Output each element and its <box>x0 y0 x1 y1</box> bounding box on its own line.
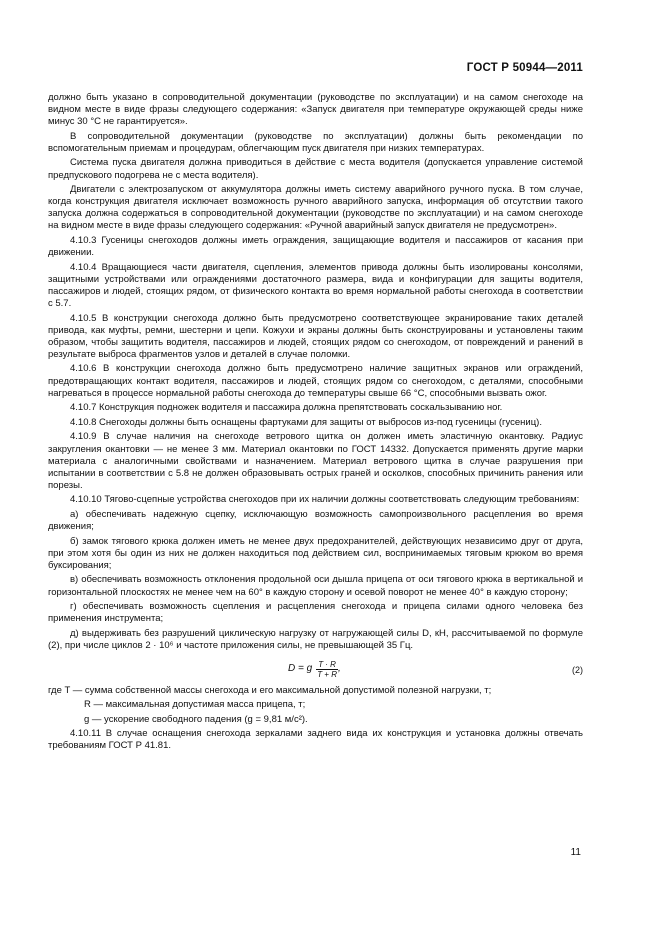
formula-fraction <box>316 660 338 679</box>
paragraph: В сопроводительной документации (руководстве по эксплуатации) должны быть рекомендации по вспомогательным приемам и процедурам, облегчающим пуск двигателя при низких температурах. <box>48 130 583 154</box>
formula-lhs: D = g <box>288 662 313 674</box>
paragraph: Двигатели с электрозапуском от аккумулятора должны иметь систему аварийного ручного пуска. В том случае, когда конструкция двигателя исключает возможность ручного аварийного запуска, информация об отсутствии такого запуска должна содержаться в сопроводительной документации (руководстве по эксплуатации) и на самом снегоходе на видном месте в виде фразы следующего содержания: «Ручной аварийный запуск двигателя не предусмотрен». <box>48 184 583 232</box>
where-definition-r: R — максимальная допустимая масса прицепа, т; <box>84 699 306 711</box>
formula-denominator: T + R <box>317 669 337 679</box>
formula-trail: , <box>337 662 341 674</box>
list-item-a: а) обеспечивать надежную сцепку, исключающую возможность самопроизвольного расцепления во время движения; <box>48 509 583 533</box>
list-item-d: д) выдерживать без разрушений циклическую нагрузку от нагружающей силы D, кН, рассчитываемой по формуле (2), при числе циклов 2 · 10⁶ и частоте приложения силы, не превышающей 35 Гц. <box>48 627 583 651</box>
clause-4-10-6: 4.10.6 В конструкции снегохода должно быть предусмотрено наличие защитных экранов или ограждений, предотвращающих контакт водителя, пассажиров и людей, стоящих рядом со снегоходом, с деталями, способными нагреваться в процессе нормальной работы снегохода до температуры свыше 66 °С, способными вызвать ожог. <box>48 363 583 399</box>
page-number: 11 <box>570 847 581 858</box>
where-definition-g: g — ускорение свободного падения (g = 9,81 м/с²). <box>84 713 308 725</box>
clause-4-10-8: 4.10.8 Снегоходы должны быть оснащены фартуками для защиты от выбросов из-под гусеницы (гусениц). <box>70 416 542 428</box>
paragraph: должно быть указано в сопроводительной документации (руководстве по эксплуатации) и на самом снегоходе на видном месте в виде фразы следующего содержания: «Запуск двигателя при температуре окружающей среды ниже минус 30 °С не гарантируется». <box>48 92 583 128</box>
standard-designation: ГОСТ Р 50944—2011 <box>466 62 583 74</box>
formula-number: (2) <box>572 664 583 675</box>
document-body <box>48 92 583 755</box>
list-item-b: б) замок тягового крюка должен иметь не менее двух предохранителей, действующих независимо друг от друга, при этом хотя бы один из них не должен находиться под действием сил, воспринимаемых тяговым крюком во время буксирования; <box>48 535 583 571</box>
formula-expression <box>288 660 341 679</box>
list-item-v: в) обеспечивать возможность отклонения продольной оси дышла прицепа от оси тягового крюка в вертикальной и горизонтальной плоскостях не менее чем на 60° в каждую сторону и осевой поворот не менее 40° в каждую сторону; <box>48 574 583 598</box>
paragraph: Система пуска двигателя должна приводиться в действие с места водителя (допускается управление системой предпускового подогрева не с места водителя). <box>48 157 583 181</box>
where-definition-t: где T — сумма собственной массы снегохода и его максимальной допустимой полезной нагрузки, т; <box>48 684 492 696</box>
clause-4-10-11: 4.10.11 В случае оснащения снегохода зеркалами заднего вида их конструкция и установка должны отвечать требованиям ГОСТ Р 41.81. <box>48 728 583 752</box>
formula-numerator: T · R <box>318 659 336 669</box>
clause-4-10-5: 4.10.5 В конструкции снегохода должно быть предусмотрено соответствующее экранирование таких деталей привода, как муфты, ремни, шестерни и цепи. Кожухи и экраны должны быть сконструированы и установлены таким образом, чтобы защитить водителя, пассажиров и людей, стоящих рядом со снегоходом, от повреждений и ранений в результате выброса фрагментов узлов и деталей в случае поломки. <box>48 312 583 360</box>
formula-2 <box>48 655 583 681</box>
clause-4-10-9: 4.10.9 В случае наличия на снегоходе ветрового щитка он должен иметь эластичную окантовку. Радиус закругления окантовки — не менее 3 мм. Материал окантовки по ГОСТ 14332. Допускается применять другие марки материала с аналогичными свойствами и назначением. Материал ветрового щитка в случае разрушения при испытании в соответствии с 5.8 не должен образовывать острых граней и осколков, способных причинить ранения или порезы. <box>48 431 583 491</box>
clause-4-10-3: 4.10.3 Гусеницы снегоходов должны иметь ограждения, защищающие водителя и пассажиров от касания при движении. <box>48 235 583 259</box>
clause-4-10-10: 4.10.10 Тягово-сцепные устройства снегоходов при их наличии должны соответствовать следующим требованиям: <box>70 494 580 506</box>
clause-4-10-4: 4.10.4 Вращающиеся части двигателя, сцепления, элементов привода должны быть изолированы консолями, защитными устройствами или ограждениями достаточного размера, вида и конфигурации для защиты водителя, пассажиров и людей, стоящих рядом, от физического контакта во время нормальной работы снегохода в соответствии с 5.7. <box>48 261 583 309</box>
list-item-g: г) обеспечивать возможность сцепления и расцепления снегохода и прицепа силами одного человека без применения инструмента; <box>48 601 583 625</box>
clause-4-10-7: 4.10.7 Конструкция подножек водителя и пассажира должна препятствовать соскальзыванию ног. <box>70 402 503 414</box>
